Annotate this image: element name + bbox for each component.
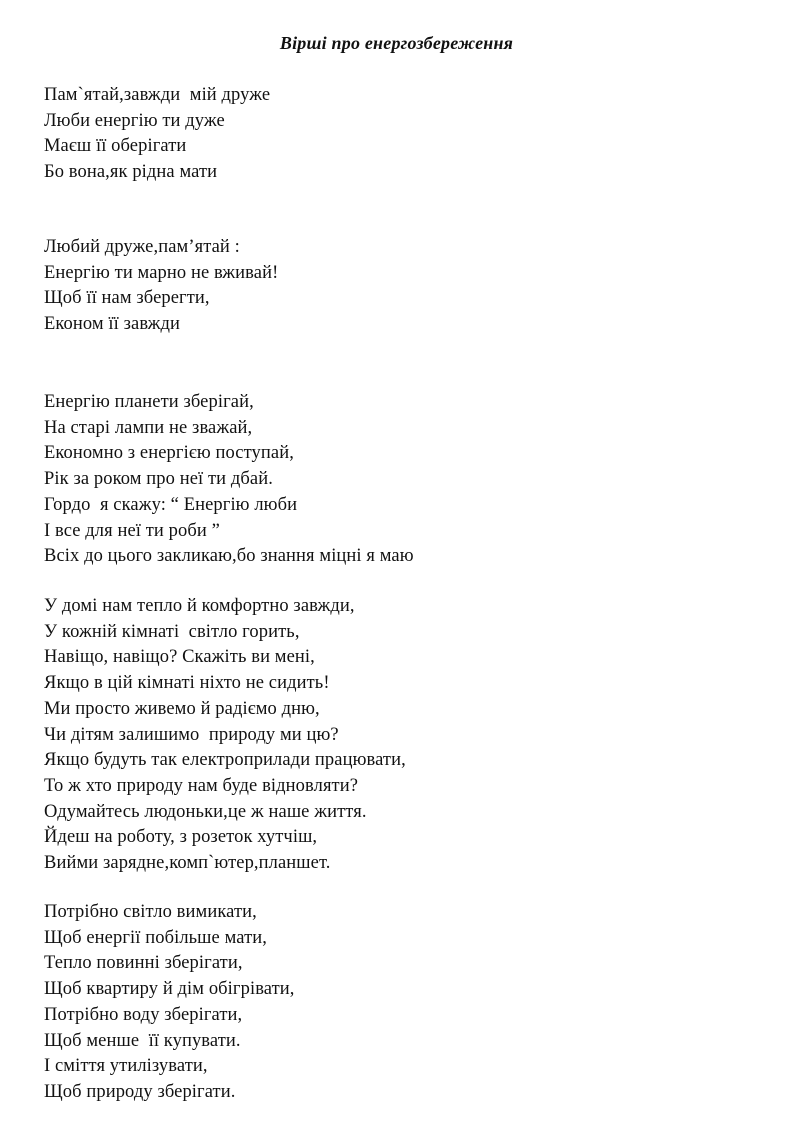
stanza-4 <box>44 594 764 877</box>
poem-line: Одумайтесь людоньки,це ж наше життя. <box>44 801 367 822</box>
poem-line: Навіщо, навіщо? Скажіть ви мені, <box>44 647 315 668</box>
poem-line: І сміття утилізувати, <box>44 1056 208 1077</box>
poem-line: Потрібно воду зберігати, <box>44 1004 243 1025</box>
poem-line: Рік за роком про неї ти дбай. <box>44 469 273 490</box>
poem-line: Економно з енергією поступай, <box>44 443 294 464</box>
poem-line: Якщо в цій кімнаті ніхто не сидить! <box>44 673 330 694</box>
poem-line: Бо вона,як рідна мати <box>44 162 218 183</box>
poem-line: У кожній кімнаті світло горить, <box>44 621 300 642</box>
poem-line: У домі нам тепло й комфортно завжди, <box>44 596 355 616</box>
poem-line: Економ її завжди <box>44 314 181 335</box>
poem-line: Щоб її нам зберегти, <box>44 288 210 309</box>
stanza-1 <box>44 83 764 186</box>
poem-line: То ж хто природу нам буде відновляти? <box>44 775 359 796</box>
poem-line: Енергію ти марно не вживай! <box>44 262 279 283</box>
poem-line: Йдеш на роботу, з розеток хутчіш, <box>44 827 318 848</box>
poem-line: Щоб менше її купувати. <box>44 1030 241 1051</box>
stanza-5 <box>44 900 764 1106</box>
poem-line: Чи дітям залишимо природу ми цю? <box>44 724 339 745</box>
poem-line: Вийми зарядне,комп`ютер,планшет. <box>44 853 331 874</box>
document-title: Вірші про енергозбереження <box>279 33 514 53</box>
poem-line: Гордо я скажу: “ Енергію люби <box>44 494 298 515</box>
poem-line: Ми просто живемо й радіємо дню, <box>44 698 320 719</box>
poem-line: Щоб природу зберігати. <box>44 1081 236 1102</box>
poem-line: Якщо будуть так електроприлади працювати, <box>44 750 406 771</box>
poem-line: І все для неї ти роби ” <box>44 520 220 541</box>
poem-line: Щоб енергії побільше мати, <box>44 927 267 948</box>
poem-line: Всіх до цього закликаю,бо знання міцні я маю <box>44 546 414 567</box>
poem-line: На старі лампи не зважай, <box>44 417 253 438</box>
poem-line: Тепло повинні зберігати, <box>44 953 243 974</box>
stanza-3 <box>44 390 764 570</box>
poem-line: Любий друже,пам’ятай : <box>44 237 240 257</box>
poem-line: Пам`ятай,завжди мій друже <box>44 85 271 105</box>
poem-line: Маєш її оберігати <box>44 136 187 157</box>
poem-line: Потрібно світло вимикати, <box>44 902 257 922</box>
poem-line: Щоб квартиру й дім обігрівати, <box>44 979 295 1000</box>
poem-line: Люби енергію ти дуже <box>44 110 225 131</box>
poem-line: Енергію планети зберігай, <box>44 392 254 412</box>
stanza-2 <box>44 235 764 338</box>
